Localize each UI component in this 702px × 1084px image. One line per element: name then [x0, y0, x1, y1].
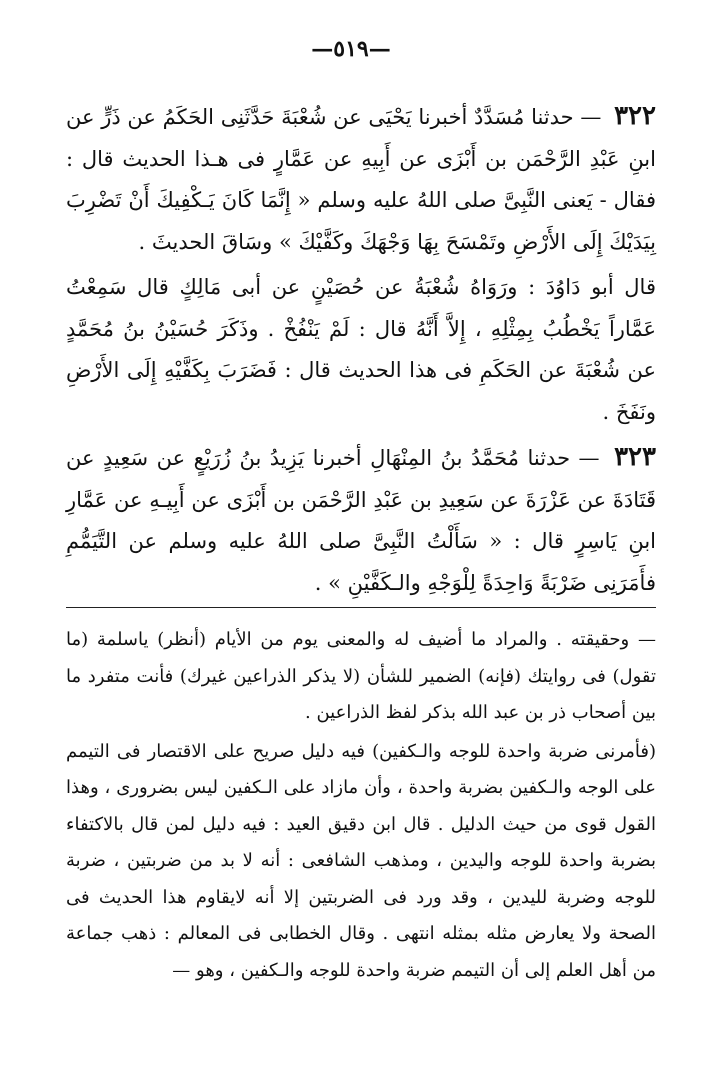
hadith-number: ٣٢٢	[614, 101, 656, 131]
footnotes	[66, 622, 656, 991]
main-text	[66, 96, 656, 608]
page-number: —٥١٩—	[311, 36, 391, 62]
hadith-322	[66, 96, 656, 263]
hadith-text: — حدثنا مُحَمَّدُ بنُ المِنْهَالِ أخبرنا يَزِيدُ بنُ زُرَيْعٍ عن سَعِيدٍ عن قَتَادَةَ عن عَزْرَةَ عن سَعِيدِ بن عَبْدِ الرَّحْمَن بن أَبْزَى عن أَبِيـهِ عن عَمَّارِ ابنِ يَاسِرٍ قال : « سَأَلْتُ النَّبِىَّ صلى اللهُ عليه وسلم عن التَّيَمُّمِ فأَمَرَنِى ضَرْبَةً وَاحِدَةً لِلْوَجْهِ والـكَفَّيْنِ » .	[66, 446, 656, 595]
footnote-paragraph: (فأمرنى ضربة واحدة للوجه والـكفين) فيه دليل صريح على الاقتصار فى التيمم على الوجه والـكفين بضربة واحدة ، وأن مازاد على الـكفين ليس بضرورى ، وهذا القول قوى من حيث الدليل . قال ابن دقيق العيد : فيه دليل لمن قال بالاكتفاء بضربة واحدة للوجه واليدين ، ومذهب الشافعى : أنه لا بد من ضربتين ، ضربة للوجه وضربة لليدين ، وقد ورد فى الضربتين إلا أنه لايقاوم هذا الحديث فى الصحة ولا يعارض مثله بمثله انتهى . وقال الخطابى فى المعالم : ذهب جماعة من أهل العلم إلى أن التيمم ضربة واحدة للوجه والـكفين ، وهو —	[66, 740, 656, 981]
hadith-text: — حدثنا مُسَدَّدٌ أخبرنا يَحْيَى عن شُعْبَةَ حَدَّثَنِى الحَكَمُ عن ذَرٍّ عن ابنِ عَبْدِ الرَّحْمَن بن أَبْزَى عن أَبِيهِ عن عَمَّارٍ فى هـذا الحديث قال : فقال - يَعنى النَّبِىَّ صلى اللهُ عليه وسلم « إِنَّمَا كَانَ يَـكْفِيكَ أَنْ تَضْرِبَ بِيَدَيْكَ إِلَى الأَرْضِ وتَمْسَحَ بِهَا وَجْهَكَ وكَفَّيْكَ » وسَاقَ الحديثَ .	[66, 105, 656, 254]
hadith-number: ٣٢٣	[614, 442, 656, 472]
hadith-323	[66, 437, 656, 604]
footnote-paragraph: — وحقيقته . والمراد ما أضيف له والمعنى يوم من الأيام (أنظر) ياسلمة (ما تقول) فى روايتك (فإنه) الضمير للشأن (لا يذكر الذراعين غيرك) فأنت متفرد ما بين أصحاب ذر بن عبد الله بذكر لفظ الذراعين .	[66, 629, 657, 723]
abu-dawud-comment: قال أبو دَاوُدَ : ورَوَاهُ شُعْبَةُ عن حُصَيْنٍ عن أبى مَالِكٍ قال سَمِعْتُ عَمَّاراً يَخْطُبُ بِمِثْلِهِ ، إِلاَّ أَنَّهُ قال : لَمْ يَنْفُخْ . وذَكَرَ حُسَيْنُ بنُ مُحَمَّدٍ عن شُعْبَةَ عن الحَكَمِ فى هذا الحديث قال : فَضَرَبَ بِكَفَّيْهِ إِلَى الأَرْضِ ونَفَخَ .	[66, 275, 656, 424]
footnote-divider	[66, 607, 656, 608]
